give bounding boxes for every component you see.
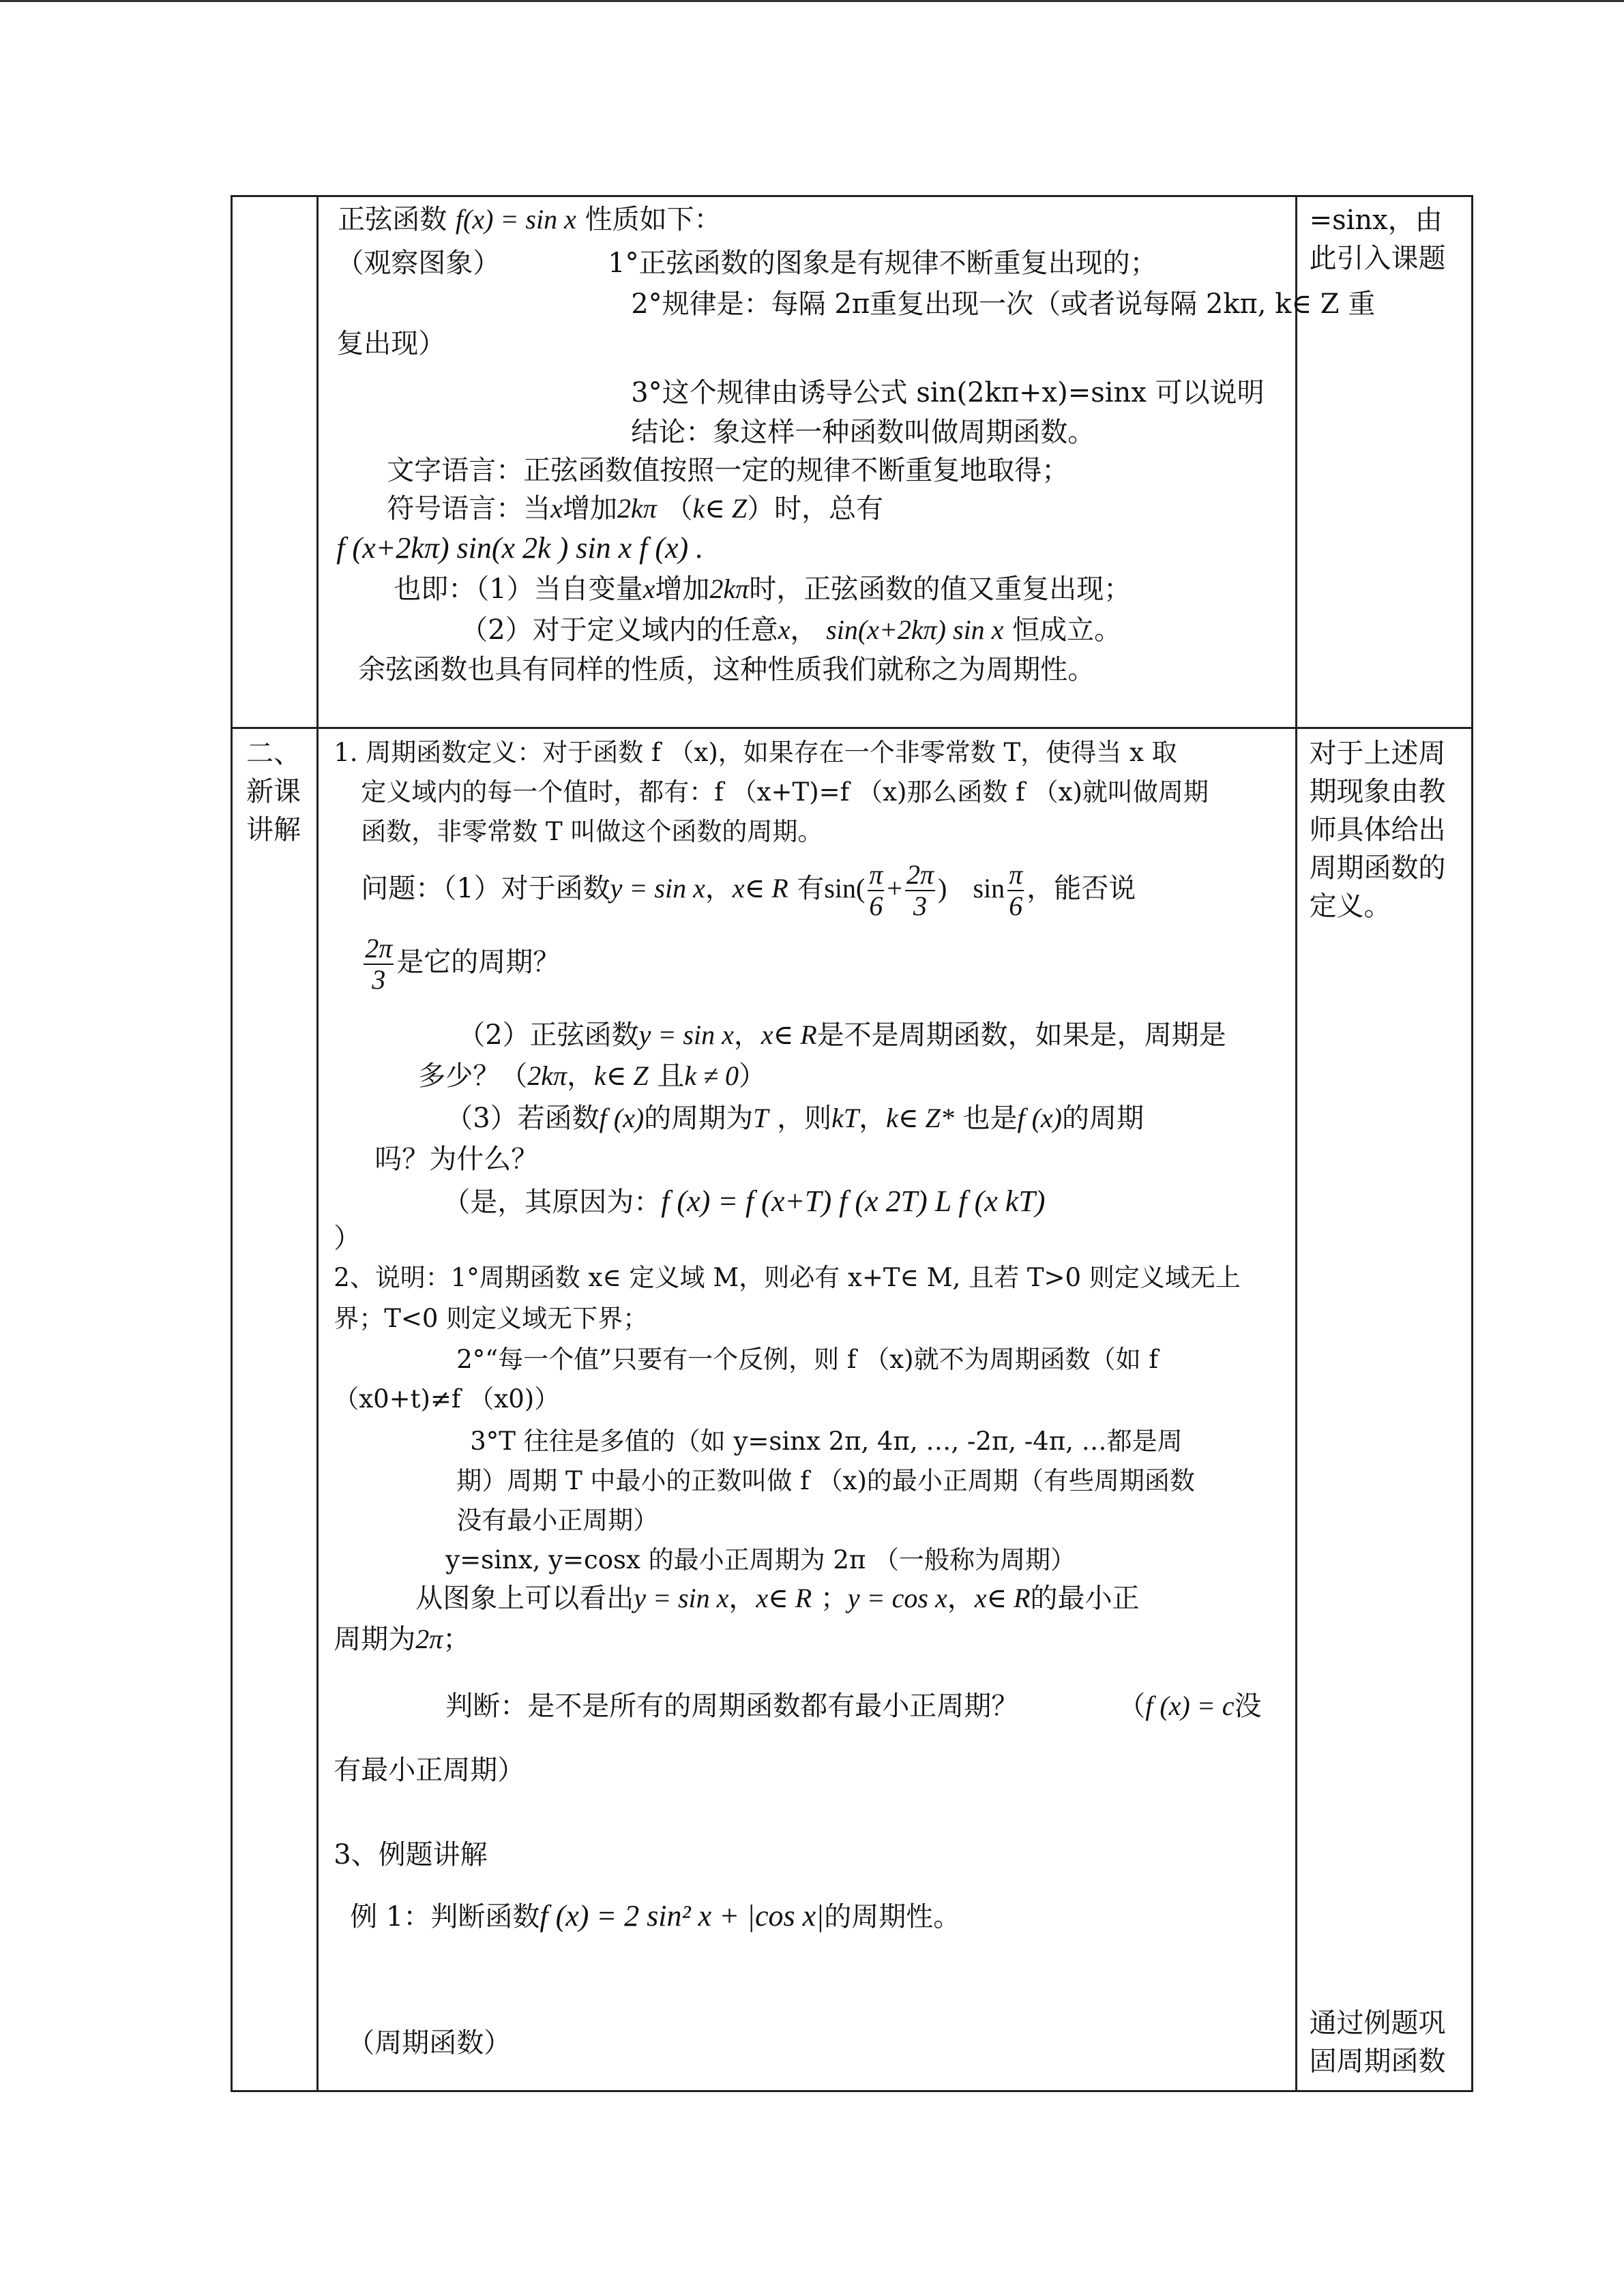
graph-observation-cont: 周期为2π； [334, 1624, 471, 1655]
question-3-answer: （是，其原因为：f (x) = f (x+T) f (x 2T) L f (x kT) [443, 1184, 1046, 1218]
definition-line-1: 1. 周期函数定义：对于函数 f （x)，如果存在一个非零常数 T，使得当 x 取 [334, 738, 1177, 767]
row2-side-note-bottom: 通过例题巩固周期函数 [1309, 2008, 1446, 2077]
question-3-cont: 吗？为什么？ [374, 1144, 539, 1175]
note-3-cont-2: 没有最小正周期） [456, 1506, 659, 1535]
note-3: 3°T 往往是多值的（如 y=sinx 2π, 4π, …, -2π, -4π, …都是周 [470, 1427, 1183, 1456]
row1-content-cell [318, 196, 1376, 728]
definition-line-3: 函数，非零常数 T 叫做这个函数的周期。 [361, 817, 823, 846]
example-1: 例 1：判断函数f (x) = 2 sin² x + |cos x|的周期性。 [350, 1899, 961, 1933]
that-is-1: 也即：（1）当自变量x增加2kπ时，正弦函数的值又重复出现； [394, 573, 1132, 605]
property-1: 1°正弦函数的图象是有规律不断重复出现的； [608, 248, 1157, 279]
verbal-language: 文字语言：正弦函数值按照一定的规律不断重复地取得； [387, 455, 1069, 486]
cosine-note: 余弦函数也具有同样的性质，这种性质我们就称之为周期性。 [358, 654, 1095, 685]
row2-side-cell [1296, 728, 1472, 2091]
graph-observation: 从图象上可以看出y = sin x，x∈ R ；y = cos x，x∈ R的最小正 [415, 1583, 1140, 1614]
that-is-2: （2）对于定义域内的任意x， sin(x+2kπ) sin x 恒成立。 [460, 614, 1122, 646]
note-3-cont: 期）周期 T 中最小的正数叫做 f （x)的最小正周期（有些周期函数 [456, 1466, 1195, 1495]
note-2-cont: （x0+t)≠f （x0)） [334, 1384, 560, 1414]
row2-label-cell [232, 728, 318, 2091]
question-1: 问题：（1）对于函数y = sin x，x∈ R 有sin( $\frac{\pi}{6}$ + $\frac{2\pi}{3}$ ) sin $\frac{\pi}{6}$ ，能否说 [361, 859, 1136, 921]
sine-property-intro: 正弦函数 f(x) = sin x 性质如下： [338, 204, 722, 235]
property-2-cont: 复出现） [336, 328, 446, 359]
row1-side-cell [1296, 196, 1472, 728]
question-2-cont: 多少？（2kπ，k∈ Z 且k ≠ 0） [418, 1060, 767, 1092]
judgement-answer: （f (x) = c没 [1118, 1690, 1262, 1722]
conclusion: 结论：象这样一种函数叫做周期函数。 [631, 417, 1095, 448]
property-3: 3°这个规律由诱导公式 sin(2kπ+x)=sinx 可以说明 [631, 377, 1265, 408]
property-2: 2°规律是：每隔 2π重复出现一次（或者说每隔 2kπ, k∈ Z 重 [631, 288, 1376, 320]
row1-side-note: =sinx，由此引入课题 [1309, 205, 1446, 274]
row2-side-note-top: 对于上述周期现象由教师具体给出周期函数的定义。 [1309, 738, 1446, 922]
section-label: 二、新课讲解 [246, 738, 301, 846]
page-top-border [0, 0, 1624, 2]
symbolic-language: 符号语言：当x增加2kπ （k∈ Z）时，总有 [387, 493, 884, 524]
lesson-plan-table [231, 195, 1473, 2092]
row1-label-cell [232, 196, 318, 728]
min-period-note: y=sinx, y=cosx 的最小正周期为 2π （一般称为周期） [445, 1545, 1076, 1575]
note-2: 2°“每一个值”只要有一个反例，则 f （x)就不为周期函数（如 f [456, 1345, 1159, 1374]
question-1-cont: $\frac{2\pi}{3}$ 是它的周期？ [365, 933, 561, 995]
judgement-question: 判断：是不是所有的周期函数都有最小正周期？ [445, 1690, 1019, 1722]
judgement-answer-cont: 有最小正周期） [334, 1755, 525, 1786]
note-1-cont: 界；T<0 则定义域无下界； [334, 1304, 649, 1333]
question-3: （3）若函数f (x)的周期为T ，则kT，k∈ Z* 也是f (x)的周期 [445, 1103, 1144, 1134]
examples-heading: 3、例题讲解 [334, 1839, 488, 1870]
observe-graph-label: （观察图象） [336, 248, 501, 279]
table-row-new-lesson [232, 728, 1473, 2091]
definition-line-2: 定义域内的每一个值时，都有：f （x+T)=f （x)那么函数 f （x)就叫做周期 [361, 777, 1209, 807]
row2-content-cell [318, 728, 1296, 2091]
periodic-identity: f (x+2kπ) sin(x 2k ) sin x f (x) . [336, 531, 704, 565]
table-row-intro [232, 196, 1473, 728]
question-2: （2）正弦函数y = sin x，x∈ R是不是周期函数，如果是，周期是 [458, 1019, 1226, 1051]
note-1: 2、说明：1°周期函数 x∈ 定义域 M，则必有 x+T∈ M, 且若 T>0 则定义域无上 [334, 1263, 1241, 1292]
question-3-answer-close: ） [334, 1223, 361, 1254]
example-1-answer: （周期函数） [347, 2027, 512, 2059]
